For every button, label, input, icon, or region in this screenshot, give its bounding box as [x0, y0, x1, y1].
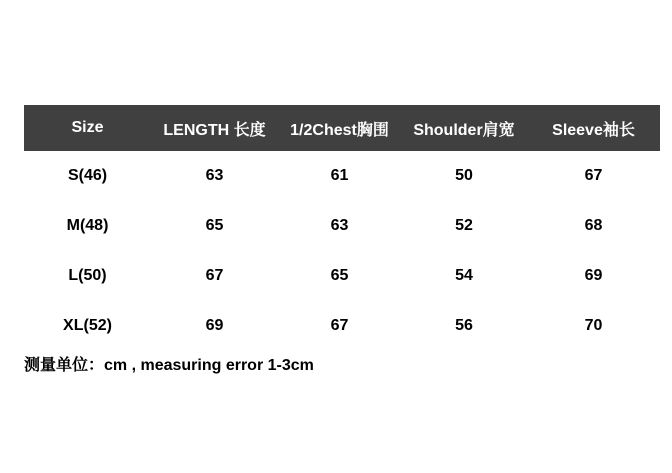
table-row — [24, 201, 660, 251]
sleeve-value-cell: 70 — [584, 317, 603, 334]
chest-value-cell: 63 — [330, 217, 349, 234]
length-value-cell: 65 — [205, 217, 224, 234]
column-header-chest: 1/2Chest胸围 — [290, 121, 389, 139]
size-label-cell: S(46) — [67, 167, 108, 184]
length-value-cell: 63 — [205, 167, 224, 184]
length-value-cell: 67 — [205, 267, 224, 284]
size-label-cell: L(50) — [68, 267, 107, 284]
shoulder-value-cell: 54 — [455, 267, 473, 284]
table-row — [24, 251, 660, 301]
sleeve-value-cell: 68 — [584, 217, 603, 234]
shoulder-value-cell: 52 — [455, 217, 473, 234]
sleeve-value-cell: 67 — [584, 167, 603, 184]
size-chart-table — [24, 105, 660, 351]
shoulder-value-cell: 50 — [455, 167, 473, 184]
length-value-cell: 69 — [205, 317, 224, 334]
table-row — [24, 151, 660, 201]
column-header-sleeve: Sleeve袖长 — [552, 121, 635, 139]
chest-value-cell: 65 — [330, 267, 349, 284]
shoulder-value-cell: 56 — [455, 317, 473, 334]
chest-value-cell: 67 — [330, 317, 349, 334]
chest-value-cell: 61 — [330, 167, 349, 184]
measurement-note: 测量单位：cm , measuring error 1-3cm — [24, 357, 314, 374]
table-row — [24, 301, 660, 351]
column-header-length: LENGTH 长度 — [163, 121, 266, 139]
column-header-shoulder: Shoulder肩宽 — [413, 121, 515, 139]
table-header-row — [24, 105, 660, 151]
size-label-cell: XL(52) — [63, 317, 112, 334]
size-label-cell: M(48) — [66, 217, 109, 234]
column-header-size: Size — [71, 119, 104, 136]
sleeve-value-cell: 69 — [584, 267, 603, 284]
